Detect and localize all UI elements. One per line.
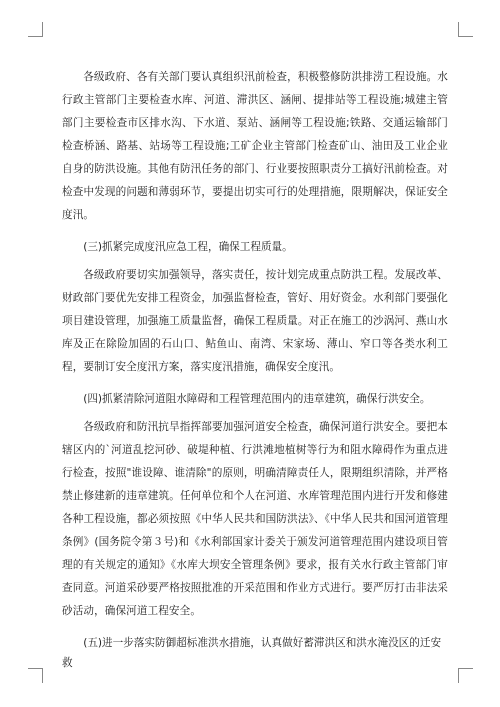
heading-section-3: (三)抓紧完成度汛应急工程，确保工程质量。 — [83, 241, 293, 253]
heading-section-5: (五)进一步落实防御超标准洪水措施，认真做好蓄滞洪区和洪水淹没区的迁安救 — [62, 637, 442, 669]
paragraph-emergency-works: 各级政府要切实加强领导，落实责任，按计划完成重点防洪工程。发展改革、财政部门要优先安排工程资金，加强监督检查，管好、用好资金。水利部门要强化项目建设管理，加强施工质量监督，确保工程质量。对正在施工的沙涡河、燕山水库及正在除险加固的石山口、鲇鱼山、南湾、宋家场、薄山、窄口等各类水利工程，要制订安全度汛方案，落实度汛措施，确保安全度汛。 — [62, 269, 448, 373]
crop-mark-bottom-left — [28, 668, 43, 683]
heading-section-4: (四)抓紧清除河道阻水障碍和工程管理范围内的违章建筑，确保行洪安全。 — [83, 393, 431, 405]
paragraph-flood-inspection: 各级政府、各有关部门要认真组织汛前检查，积极整修防洪排涝工程设施。水行政主管部门主要检查水库、河道、滞洪区、涵闸、提排站等工程设施;城建主管部门主要检查市区排水沟、下水道、泵站、涵闸等工程设施;铁路、交通运输部门检查桥涵、路基、站场等工程设施;工矿企业主管部门检查矿山、油田及工业企业自身的防洪设施。其他有防汛任务的部门、行业要按照职责分工搞好汛前检查。对检查中发现的问题和薄弱环节，要提出切实可行的处理措施，限期解决，保证安全度汛。 — [62, 71, 448, 221]
crop-mark-top-right — [458, 22, 473, 37]
paragraph-river-clearing: 各级政府和防汛抗旱指挥部要加强河道安全检查，确保河道行洪安全。要把本辖区内的`河道乱挖河砂、破堤种植、行洪滩地植树等行为和阻水障碍作为重点进行检查，按照"谁设障、谁清除"的原则，明确清障责任人，限期组织清除，并严格禁止修建新的违章建筑。任何单位和个人在河道、水库管理范围内进行开发和修建各种工程设施，都必须按照《中华人民共和国防洪法》、《中华人民共和国河道管理条例》(国务院令第３号)和《水利部国家计委关于颁发河道管理范围内建设项目管理的有关规定的通知》《水库大坝安全管理条例》要求，报有关水行政主管部门审查同意。河道采砂要严格按照批准的开采范围和作业方式进行。要严厉打击非法采砂活动，确保河道工程安全。 — [62, 421, 448, 617]
document-body — [62, 66, 448, 680]
crop-mark-bottom-right — [458, 668, 473, 683]
crop-mark-top-left — [28, 22, 43, 37]
